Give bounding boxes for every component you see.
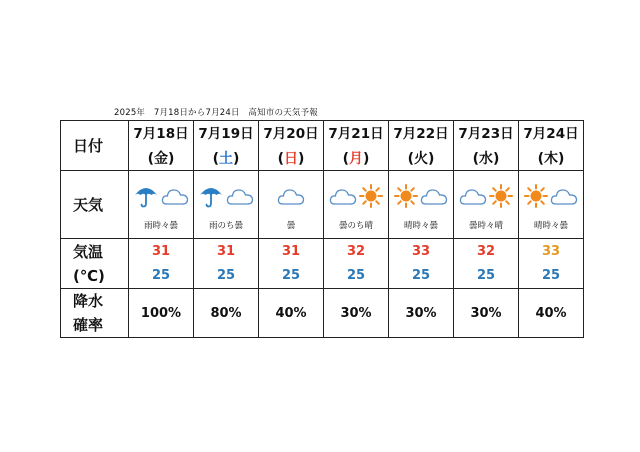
date-row (61, 121, 584, 171)
weather-forecast-table (60, 120, 584, 338)
temperature-cell (129, 239, 194, 289)
date-label: 7月22日 (393, 125, 449, 142)
rain-probability: 100% (140, 305, 182, 321)
rain-header-line2: 確率 (73, 316, 104, 334)
paren-close: ) (168, 150, 175, 167)
paren-open: ( (407, 150, 414, 167)
paren-open: ( (342, 150, 349, 167)
weather-description: 晴時々曇 (533, 220, 568, 231)
temperature-cell (454, 239, 519, 289)
min-temperature: 25 (216, 267, 236, 283)
paren-close: ) (298, 150, 305, 167)
weather-row (61, 171, 584, 239)
sun-icon (524, 184, 548, 208)
date-cell (194, 121, 259, 171)
cloud-icon (329, 186, 357, 206)
date-cell (259, 121, 324, 171)
paren-open: ( (147, 150, 154, 167)
max-temperature: 33 (411, 243, 431, 259)
min-temperature: 25 (476, 267, 496, 283)
temperature-cell (194, 239, 259, 289)
cloud-icon (226, 186, 254, 206)
rain-probability-cell (259, 289, 324, 338)
day-of-week (454, 148, 518, 170)
weather-icons (454, 184, 518, 208)
weather-icons (519, 184, 583, 208)
forecast-caption: 2025年 7月18日から7月24日 高知市の天気予報 (114, 108, 318, 118)
sun-icon (394, 184, 418, 208)
umbrella-icon (133, 184, 159, 208)
cloud-icon (459, 186, 487, 206)
date-label: 7月23日 (458, 125, 514, 142)
weather-cell (129, 171, 194, 239)
day-of-week-label: 火 (414, 150, 428, 167)
weather-description: 曇のち晴 (338, 220, 373, 231)
rain-header-line1: 降水 (73, 292, 104, 310)
day-of-week (259, 148, 323, 170)
cloud-icon (420, 186, 448, 206)
weather-icons (389, 184, 453, 208)
weather-icons (259, 184, 323, 208)
rain-probability: 30% (340, 305, 372, 321)
cloud-icon (277, 186, 305, 206)
date-label: 7月19日 (198, 125, 254, 142)
rain-probability-cell (129, 289, 194, 338)
day-of-week-label: 土 (219, 150, 233, 167)
sun-icon (489, 184, 513, 208)
day-of-week (389, 148, 453, 170)
date-label: 7月20日 (263, 125, 319, 142)
day-of-week-label: 金 (154, 150, 168, 167)
day-of-week (519, 148, 583, 170)
min-temperature: 25 (151, 267, 171, 283)
temperature-cell (389, 239, 454, 289)
rain-probability: 80% (210, 305, 242, 321)
weather-icons (194, 184, 258, 208)
rain-probability: 30% (405, 305, 437, 321)
date-cell (129, 121, 194, 171)
weather-icons (324, 184, 388, 208)
paren-close: ) (233, 150, 240, 167)
rain-probability-cell (389, 289, 454, 338)
cloud-icon (161, 186, 189, 206)
weather-cell (259, 171, 324, 239)
date-cell (324, 121, 389, 171)
day-of-week (194, 148, 258, 170)
paren-close: ) (493, 150, 500, 167)
paren-open: ( (212, 150, 219, 167)
min-temperature: 25 (281, 267, 301, 283)
max-temperature: 31 (281, 243, 301, 259)
day-of-week-label: 水 (479, 150, 493, 167)
temperature-cell (519, 239, 584, 289)
weather-description: 雨のち曇 (208, 220, 243, 231)
date-label: 7月24日 (523, 125, 579, 142)
weather-description: 曇 (286, 220, 296, 231)
umbrella-icon (198, 184, 224, 208)
sun-icon (359, 184, 383, 208)
weather-cell (454, 171, 519, 239)
paren-close: ) (428, 150, 435, 167)
temperature-row (61, 239, 584, 289)
date-label: 7月21日 (328, 125, 384, 142)
rain-probability: 40% (275, 305, 307, 321)
day-of-week-label: 月 (349, 150, 363, 167)
rain-probability-cell (324, 289, 389, 338)
weather-description: 雨時々曇 (143, 220, 178, 231)
weather-cell (389, 171, 454, 239)
temperature-header-line1: 気温 (73, 242, 104, 261)
rain-row (61, 289, 584, 338)
date-cell (454, 121, 519, 171)
date-cell (389, 121, 454, 171)
rain-probability: 30% (470, 305, 502, 321)
weather-icons (129, 184, 193, 208)
rain-probability-cell (519, 289, 584, 338)
day-of-week-label: 日 (284, 150, 298, 167)
weather-cell (194, 171, 259, 239)
paren-open: ( (472, 150, 479, 167)
max-temperature: 31 (216, 243, 236, 259)
max-temperature: 31 (151, 243, 171, 259)
day-of-week (324, 148, 388, 170)
date-cell (519, 121, 584, 171)
min-temperature: 25 (346, 267, 366, 283)
rain-probability-cell (454, 289, 519, 338)
weather-description: 曇時々晴 (468, 220, 503, 231)
temperature-cell (259, 239, 324, 289)
temperature-header (61, 239, 129, 289)
paren-open: ( (537, 150, 544, 167)
weather-description: 晴時々曇 (403, 220, 438, 231)
paren-open: ( (277, 150, 284, 167)
weather-cell (324, 171, 389, 239)
weather-cell (519, 171, 584, 239)
day-of-week-label: 木 (544, 150, 558, 167)
weather-header: 天気 (61, 171, 129, 239)
max-temperature: 33 (541, 243, 561, 259)
date-header: 日付 (61, 121, 129, 171)
paren-close: ) (363, 150, 370, 167)
max-temperature: 32 (346, 243, 366, 259)
rain-header (61, 289, 129, 338)
temperature-cell (324, 239, 389, 289)
paren-close: ) (558, 150, 565, 167)
rain-probability: 40% (535, 305, 567, 321)
max-temperature: 32 (476, 243, 496, 259)
min-temperature: 25 (541, 267, 561, 283)
date-label: 7月18日 (133, 125, 189, 142)
day-of-week (129, 148, 193, 170)
rain-probability-cell (194, 289, 259, 338)
min-temperature: 25 (411, 267, 431, 283)
cloud-icon (550, 186, 578, 206)
temperature-header-line2: (℃) (73, 266, 105, 285)
